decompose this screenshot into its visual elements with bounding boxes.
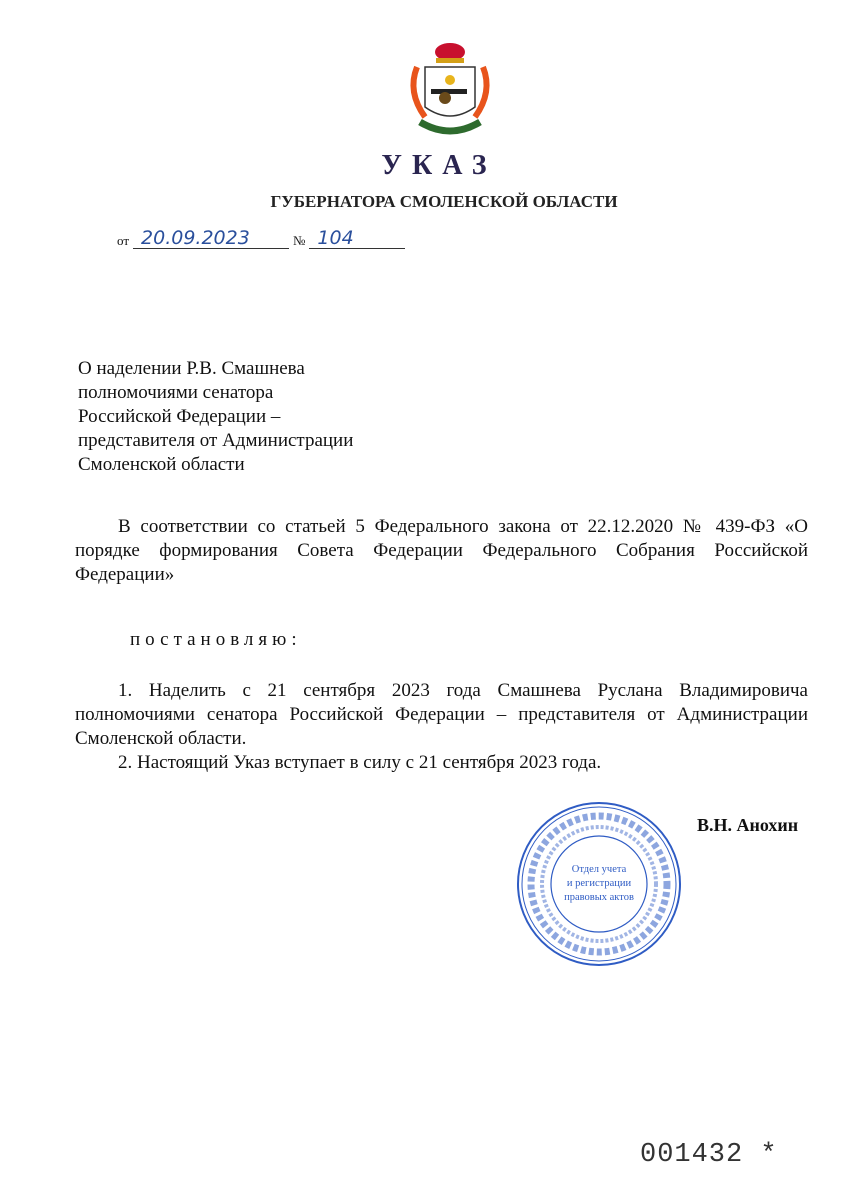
document-issuer: ГУБЕРНАТОРА СМОЛЕНСКОЙ ОБЛАСТИ	[270, 192, 618, 211]
subject-line: Смоленской области	[78, 454, 245, 475]
smolensk-coat-of-arms	[395, 42, 505, 142]
registration-number: 001432 *	[640, 1140, 778, 1170]
date-number-line	[117, 228, 405, 249]
decree-word: постановляю:	[130, 629, 302, 650]
stamp-line: Отдел учета	[571, 864, 627, 875]
number-prefix: №	[293, 233, 306, 248]
official-stamp	[515, 800, 683, 968]
document-title: УКАЗ	[381, 150, 497, 181]
subject-line: О наделении Р.В. Смашнева	[78, 358, 305, 379]
stamp-line: правовых актов	[564, 892, 634, 903]
document-number: 104	[309, 228, 405, 249]
subject-line: Российской Федерации –	[78, 406, 281, 427]
decree-items	[75, 679, 808, 775]
decree-item: 1. Наделить с 21 сентября 2023 года Смашнева Руслана Владимировича полномочиями сенатора Российской Федерации – представителя от Администрации Смоленской области.	[75, 680, 808, 749]
signatory-name: В.Н. Анохин	[697, 815, 799, 835]
document-subject	[78, 357, 353, 477]
subject-line: представителя от Администрации	[78, 430, 354, 451]
decree-item: 2. Настоящий Указ вступает в силу с 21 сентября 2023 года.	[118, 752, 602, 773]
date-prefix: от	[117, 233, 130, 248]
subject-line: полномочиями сенатора	[78, 382, 274, 403]
stamp-line: и регистрации	[566, 878, 632, 889]
document-date: 20.09.2023	[133, 228, 289, 249]
preamble-paragraph: В соответствии со статьей 5 Федерального закона от 22.12.2020 № 439-ФЗ «О порядке формирования Совета Федерации Федерального Собрания Российской Федерации»	[75, 516, 808, 585]
